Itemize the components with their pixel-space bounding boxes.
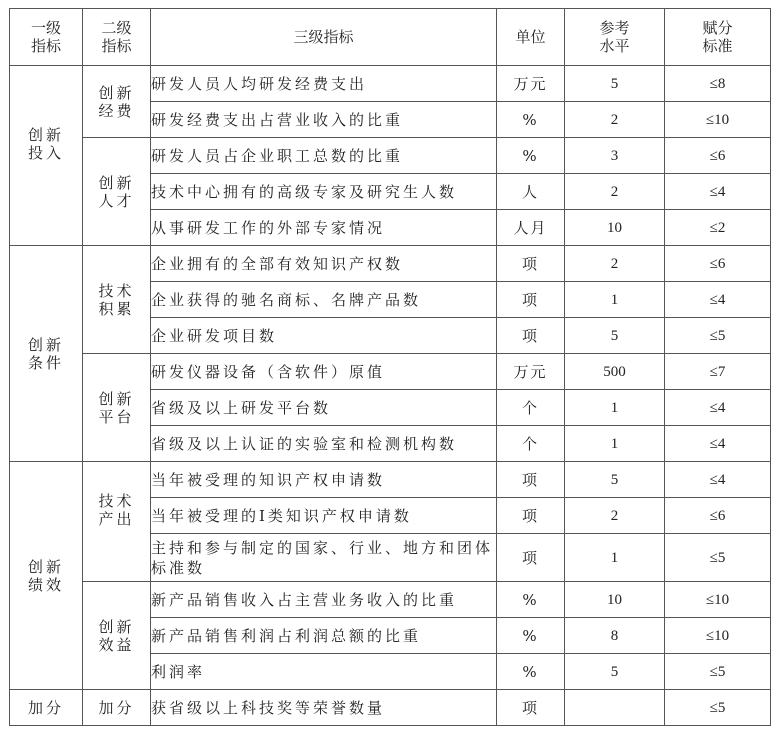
score: ≤4 [665, 462, 771, 498]
table-row [10, 66, 771, 102]
score: ≤5 [665, 318, 771, 354]
indicator: 获省级以上科技奖等荣誉数量 [151, 690, 497, 726]
header-level2: 二级 指标 [83, 9, 151, 66]
unit: 人月 [497, 210, 565, 246]
reference [565, 690, 665, 726]
level1-innovation-performance: 创新 绩效 [10, 462, 83, 690]
reference: 5 [565, 462, 665, 498]
score: ≤5 [665, 654, 771, 690]
score: ≤7 [665, 354, 771, 390]
indicator: 当年被受理的Ⅰ类知识产权申请数 [151, 498, 497, 534]
reference: 10 [565, 582, 665, 618]
score: ≤10 [665, 582, 771, 618]
indicator: 当年被受理的知识产权申请数 [151, 462, 497, 498]
level2-tech-output: 技术 产出 [83, 462, 151, 582]
reference: 2 [565, 246, 665, 282]
score: ≤5 [665, 534, 771, 582]
header-level1: 一级 指标 [10, 9, 83, 66]
indicator: 利润率 [151, 654, 497, 690]
score: ≤4 [665, 282, 771, 318]
table-row [10, 354, 771, 390]
unit: 项 [497, 282, 565, 318]
header-reference: 参考 水平 [565, 9, 665, 66]
indicator: 省级及以上研发平台数 [151, 390, 497, 426]
indicator: 技术中心拥有的高级专家及研究生人数 [151, 174, 497, 210]
reference: 1 [565, 282, 665, 318]
reference: 5 [565, 66, 665, 102]
score: ≤10 [665, 618, 771, 654]
level2-tech-accumulation: 技术 积累 [83, 246, 151, 354]
indicator: 从事研发工作的外部专家情况 [151, 210, 497, 246]
level2-innovation-talent: 创新 人才 [83, 138, 151, 246]
unit: 个 [497, 390, 565, 426]
indicator: 研发人员人均研发经费支出 [151, 66, 497, 102]
reference: 2 [565, 174, 665, 210]
reference: 5 [565, 318, 665, 354]
reference: 5 [565, 654, 665, 690]
evaluation-indicator-table [9, 8, 771, 726]
indicator: 新产品销售利润占利润总额的比重 [151, 618, 497, 654]
header-level3: 三级指标 [151, 9, 497, 66]
reference: 500 [565, 354, 665, 390]
indicator: 新产品销售收入占主营业务收入的比重 [151, 582, 497, 618]
reference: 1 [565, 534, 665, 582]
reference: 10 [565, 210, 665, 246]
header-row [10, 9, 771, 66]
table-row [10, 582, 771, 618]
score: ≤6 [665, 138, 771, 174]
unit: 万元 [497, 66, 565, 102]
unit: 项 [497, 498, 565, 534]
indicator: 企业获得的驰名商标、名牌产品数 [151, 282, 497, 318]
unit: 人 [497, 174, 565, 210]
level2-innovation-platform: 创新 平台 [83, 354, 151, 462]
score: ≤10 [665, 102, 771, 138]
level2-innovation-benefit: 创新 效益 [83, 582, 151, 690]
level1-bonus: 加分 [10, 690, 83, 726]
header-unit: 单位 [497, 9, 565, 66]
unit: % [497, 582, 565, 618]
unit: % [497, 102, 565, 138]
reference: 3 [565, 138, 665, 174]
score: ≤4 [665, 390, 771, 426]
table-row [10, 462, 771, 498]
score: ≤6 [665, 498, 771, 534]
reference: 2 [565, 102, 665, 138]
indicator: 主持和参与制定的国家、行业、地方和团体标准数 [151, 534, 497, 582]
unit: 万元 [497, 354, 565, 390]
unit: 项 [497, 318, 565, 354]
level2-bonus: 加分 [83, 690, 151, 726]
unit: 项 [497, 534, 565, 582]
score: ≤5 [665, 690, 771, 726]
score: ≤8 [665, 66, 771, 102]
score: ≤4 [665, 426, 771, 462]
reference: 2 [565, 498, 665, 534]
table-row [10, 690, 771, 726]
unit: 个 [497, 426, 565, 462]
level1-innovation-input: 创新 投入 [10, 66, 83, 246]
reference: 1 [565, 426, 665, 462]
indicator: 研发仪器设备（含软件）原值 [151, 354, 497, 390]
unit: 项 [497, 462, 565, 498]
indicator: 省级及以上认证的实验室和检测机构数 [151, 426, 497, 462]
score: ≤4 [665, 174, 771, 210]
unit: % [497, 618, 565, 654]
reference: 8 [565, 618, 665, 654]
reference: 1 [565, 390, 665, 426]
indicator: 研发经费支出占营业收入的比重 [151, 102, 497, 138]
level1-innovation-conditions: 创新 条件 [10, 246, 83, 462]
header-score: 赋分 标准 [665, 9, 771, 66]
level2-innovation-funding: 创新 经费 [83, 66, 151, 138]
table-row [10, 138, 771, 174]
unit: 项 [497, 690, 565, 726]
table-row [10, 246, 771, 282]
unit: % [497, 138, 565, 174]
indicator: 企业拥有的全部有效知识产权数 [151, 246, 497, 282]
indicator: 研发人员占企业职工总数的比重 [151, 138, 497, 174]
indicator: 企业研发项目数 [151, 318, 497, 354]
score: ≤6 [665, 246, 771, 282]
unit: 项 [497, 246, 565, 282]
unit: % [497, 654, 565, 690]
score: ≤2 [665, 210, 771, 246]
